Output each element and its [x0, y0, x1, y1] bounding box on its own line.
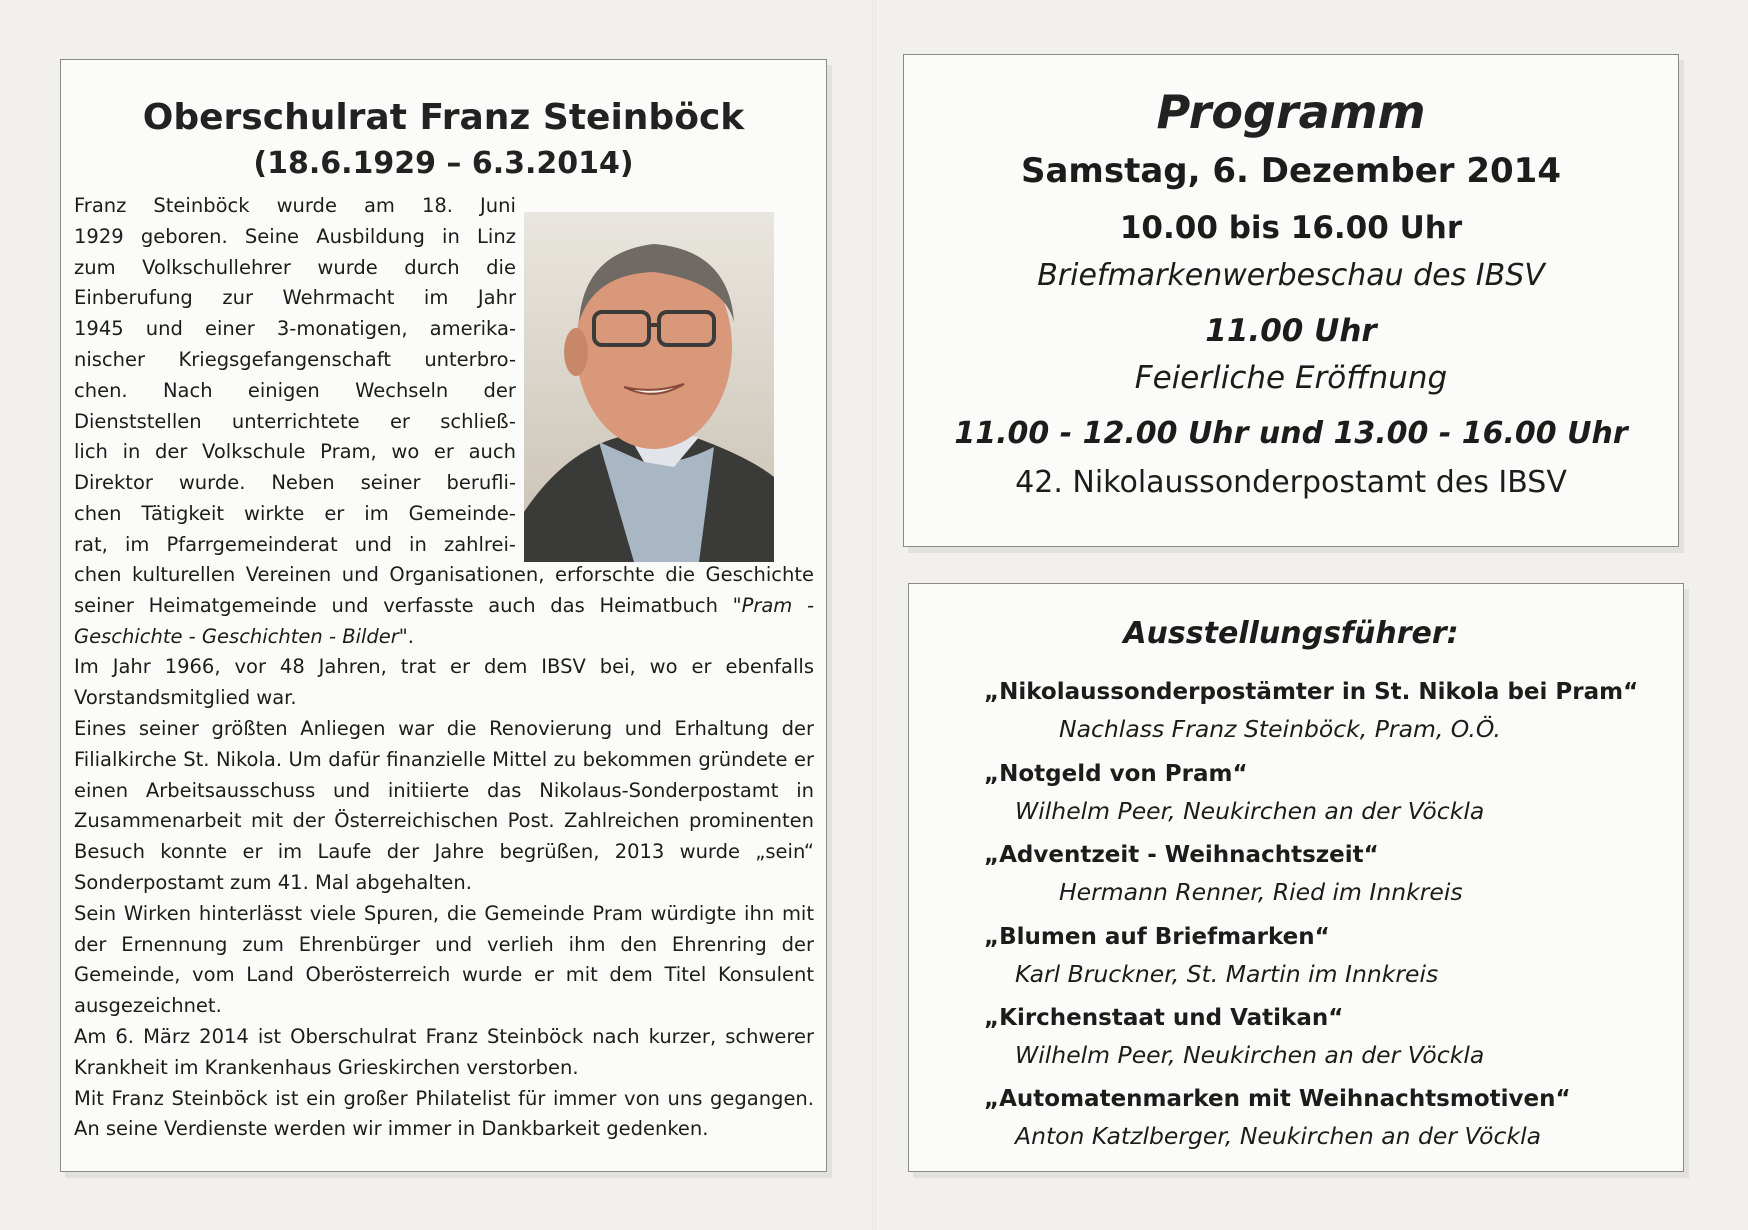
exhibitor-name: Nachlass Franz Steinböck, Pram, O.Ö.: [1059, 715, 1501, 743]
bio-line: nischer Kriegsgefangenschaft unterbro-: [74, 347, 516, 371]
exhibitor-name: Wilhelm Peer, Neukirchen an der Vöckla: [1015, 797, 1485, 825]
program-time-2: 11.00 Uhr: [1205, 313, 1377, 349]
bio-paragraph-5: Am 6. März 2014 ist Oberschulrat Franz Steinböck nach kurzer, schwerer Krankheit im Krankenhaus Grieskirchen verstorben.: [74, 1024, 814, 1079]
obituary-title: Oberschulrat Franz Steinböck: [142, 97, 745, 138]
portrait-image: [524, 212, 774, 562]
program-event-2: Feierliche Eröffnung: [1134, 360, 1448, 396]
obituary-panel: [60, 59, 827, 1172]
exhibit-title: „Nikolaussonderpostämter in St. Nikola bei Pram“: [984, 679, 1639, 705]
exhibit-title: „Blumen auf Briefmarken“: [984, 924, 1330, 950]
program-date: Samstag, 6. Dezember 2014: [1021, 151, 1561, 191]
bio-line: Einberufung zur Wehrmacht im Jahr: [74, 286, 516, 310]
bio-line: rat, im Pfarrgemeinderat und in zahlrei-: [74, 532, 516, 556]
bio-line: chen Tätigkeit wirkte er im Gemeinde-: [74, 501, 516, 525]
bio-paragraph-6: Mit Franz Steinböck ist ein großer Philatelist für immer von uns gegangen. An seine Verdienste werden wir immer in Dankbarkeit gedenken.: [74, 1086, 814, 1141]
exhibitor-name: Hermann Renner, Ried im Innkreis: [1059, 878, 1463, 906]
guide-title: Ausstellungsführer:: [1123, 616, 1459, 651]
page-fold: [872, 0, 876, 1230]
biography-text: [74, 560, 814, 1145]
program-time-3: 11.00 - 12.00 Uhr und 13.00 - 16.00 Uhr: [954, 416, 1628, 451]
exhibit-title: „Kirchenstaat und Vatikan“: [984, 1005, 1344, 1031]
exhibition-guide-panel: [908, 583, 1684, 1172]
bio-line: Direktor wurde. Neben seiner berufli-: [74, 471, 516, 495]
exhibitor-name: Karl Bruckner, St. Martin im Innkreis: [1015, 960, 1439, 988]
bio-line: 1945 und einer 3-monatigen, amerika-: [74, 317, 516, 341]
bio-paragraph-3: Eines seiner größten Anliegen war die Renovierung und Erhaltung der Filialkirche St. Nikola. Um dafür finanzielle Mittel zu bekommen gründete er einen Arbeitsausschuss und initiierte das Nikolaus-Sonderpostamt in Zusammenarbeit mit der Österreichischen Post. Zahlreichen prominenten Besuch konnte er im Laufe der Jahre begrüßen, 2013 wurde „sein“ Sonderpostamt zum 41. Mal abgehalten.: [74, 716, 814, 894]
bio-line: Dienststellen unterrichtete er schließ-: [74, 409, 516, 433]
program-event-3: 42. Nikolaussonderpostamt des IBSV: [1015, 465, 1567, 500]
program-event-1: Briefmarkenwerbeschau des IBSV: [1037, 258, 1545, 293]
book-title: "Pram - Geschichte - Geschichten - Bilder": [74, 593, 814, 648]
bio-paragraph-4: Sein Wirken hinterlässt viele Spuren, die Gemeinde Pram würdigte ihn mit der Ernennung zum Ehrenbürger und verlieh ihm den Ehrenring der Gemeinde, vom Land Oberösterreich wurde er mit dem Titel Konsulent ausgezeichnet.: [74, 901, 814, 1018]
bio-line: lich in der Volkschule Pram, wo er auch: [74, 440, 516, 464]
bio-line: zum Volkschullehrer wurde durch die: [74, 255, 516, 279]
biography-top: [74, 191, 516, 561]
exhibit-title: „Automatenmarken mit Weihnachtsmotiven“: [984, 1086, 1571, 1112]
exhibit-title: „Adventzeit - Weihnachtszeit“: [984, 842, 1379, 868]
bio-line: Franz Steinböck wurde am 18. Juni: [74, 194, 516, 217]
program-panel: [903, 54, 1679, 547]
bio-paragraph-2: Im Jahr 1966, vor 48 Jahren, trat er dem IBSV bei, wo er ebenfalls Vorstandsmitglied war.: [74, 655, 814, 710]
bio-line: 1929 geboren. Seine Ausbildung in Linz: [74, 224, 516, 248]
bio-paragraph-1: chen kulturellen Vereinen und Organisationen, erforschte die Geschichte seiner Heimatgemeinde und verfasste auch das Heimatbuch "Pram - Geschichte - Geschichten - Bilder".: [74, 563, 814, 648]
exhibit-title: „Notgeld von Pram“: [984, 761, 1248, 787]
bio-line: chen. Nach einigen Wechseln der: [74, 378, 516, 402]
portrait-photo: [524, 212, 774, 562]
life-dates: (18.6.1929 – 6.3.2014): [253, 146, 634, 181]
program-title: Programm: [1156, 85, 1426, 139]
program-time-1: 10.00 bis 16.00 Uhr: [1119, 210, 1463, 246]
exhibitor-name: Anton Katzlberger, Neukirchen an der Vöckla: [1015, 1122, 1542, 1150]
exhibitor-name: Wilhelm Peer, Neukirchen an der Vöckla: [1015, 1041, 1485, 1069]
